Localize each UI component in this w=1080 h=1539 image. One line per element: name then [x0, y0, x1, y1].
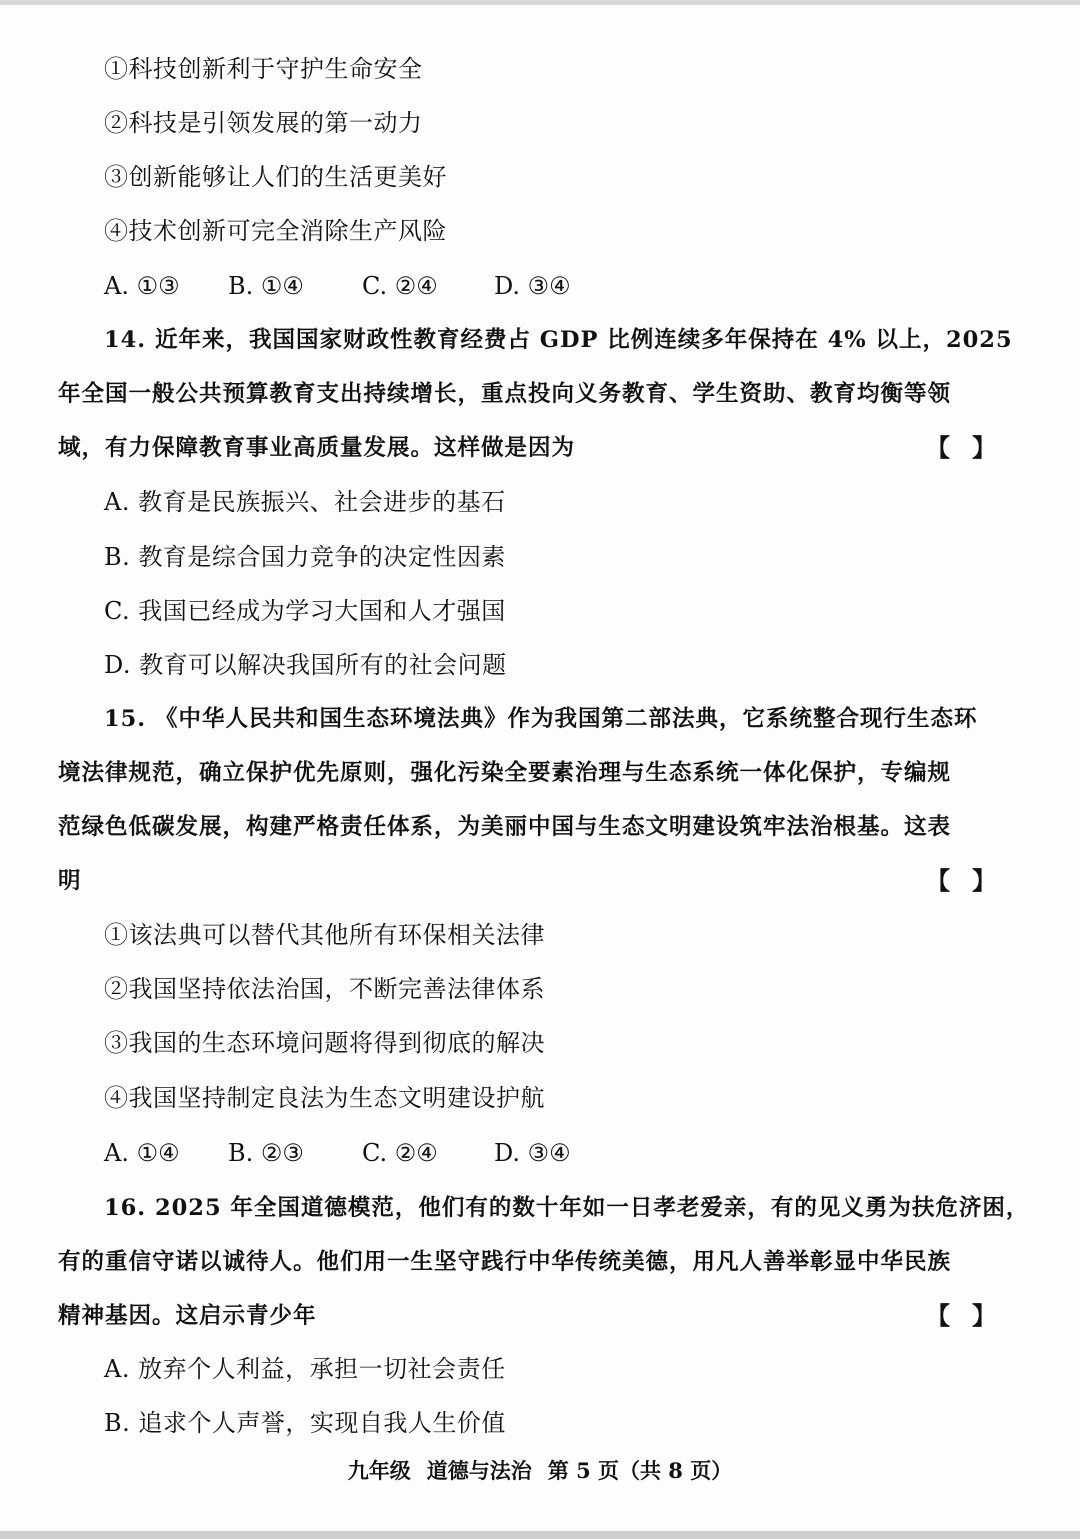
q15-item-4: ④我国坚持制定良法为生态文明建设护航: [104, 1084, 545, 1112]
q15-choice-c: C. ②④: [362, 1139, 438, 1167]
q14-bracket-open: 【: [926, 433, 950, 462]
q13-choice-d: D. ③④: [494, 272, 571, 300]
q13-choice-b: B. ①④: [228, 272, 304, 300]
q15-item-1: ①该法典可以替代其他所有环保相关法律: [104, 921, 545, 949]
q15-bracket-close: 】: [972, 866, 996, 895]
q15-bracket-open: 【: [926, 866, 950, 895]
footer-grade: 九年级: [347, 1458, 411, 1483]
q15-answer-bracket: [926, 864, 996, 898]
q15-stem-line-1: 15. 《中华人民共和国生态环境法典》作为我国第二部法典，它系统整合现行生态环: [104, 706, 978, 732]
q14-answer-bracket: [926, 431, 996, 465]
q13-item-1: ①科技创新利于守护生命安全: [104, 55, 423, 83]
q13-item-3: ③创新能够让人们的生活更美好: [104, 163, 447, 191]
q16-stem-line-2: 有的重信守诺以诚待人。他们用一生坚守践行中华传统美德，用凡人善举彰显中华民族: [58, 1249, 952, 1275]
q13-choice-c: C. ②④: [362, 272, 438, 300]
q13-item-2: ②科技是引领发展的第一动力: [104, 109, 423, 137]
q14-option-b: B. 教育是综合国力竞争的决定性因素: [104, 543, 506, 571]
q15-stem-line-2: 境法律规范，确立保护优先原则，强化污染全要素治理与生态系统一体化保护，专编规: [58, 760, 952, 786]
q14-bracket-close: 】: [972, 433, 996, 462]
scan-top-edge: [0, 0, 1080, 5]
q16-answer-bracket: [926, 1299, 996, 1333]
q15-item-2: ②我国坚持依法治国，不断完善法律体系: [104, 975, 545, 1003]
q14-option-d: D. 教育可以解决我国所有的社会问题: [104, 651, 507, 679]
q13-choices: [104, 269, 571, 303]
q16-option-a: A. 放弃个人利益，承担一切社会责任: [104, 1355, 506, 1383]
q15-choice-b: B. ②③: [228, 1139, 304, 1167]
q14-stem-line-2: 年全国一般公共预算教育支出持续增长，重点投向义务教育、学生资助、教育均衡等领: [58, 381, 952, 407]
q16-bracket-close: 】: [972, 1301, 996, 1330]
q15-item-3: ③我国的生态环境问题将得到彻底的解决: [104, 1029, 545, 1057]
scan-bottom-edge: [0, 1531, 1080, 1539]
footer-page-number: 第 5 页（共 8 页）: [547, 1458, 733, 1483]
q14-option-c: C. 我国已经成为学习大国和人才强国: [104, 597, 506, 625]
q16-stem-line-1: 16. 2025 年全国道德模范，他们有的数十年如一日孝老爱亲，有的见义勇为扶危济困，: [104, 1195, 1030, 1221]
q14-stem-line-3: 域，有力保障教育事业高质量发展。这样做是因为: [58, 435, 576, 461]
q15-choice-d: D. ③④: [494, 1139, 571, 1167]
q14-option-a: A. 教育是民族振兴、社会进步的基石: [104, 488, 506, 516]
q15-stem-line-3: 范绿色低碳发展，构建严格责任体系，为美丽中国与生态文明建设筑牢法治根基。这表: [58, 814, 952, 840]
q16-option-b: B. 追求个人声誉，实现自我人生价值: [104, 1409, 506, 1437]
q15-choices: [104, 1136, 571, 1170]
q16-bracket-open: 【: [926, 1301, 950, 1330]
footer-subject: 道德与法治: [426, 1458, 532, 1483]
q16-stem-line-3: 精神基因。这启示青少年: [58, 1303, 317, 1329]
q13-item-4: ④技术创新可完全消除生产风险: [104, 217, 447, 245]
page-footer: [0, 1456, 1080, 1486]
q15-choice-a: A. ①④: [104, 1139, 180, 1167]
q14-stem-line-1: 14. 近年来，我国国家财政性教育经费占 GDP 比例连续多年保持在 4% 以上，2025: [104, 327, 1013, 353]
q13-choice-a: A. ①③: [104, 272, 180, 300]
q15-stem-line-4: 明: [58, 868, 82, 894]
